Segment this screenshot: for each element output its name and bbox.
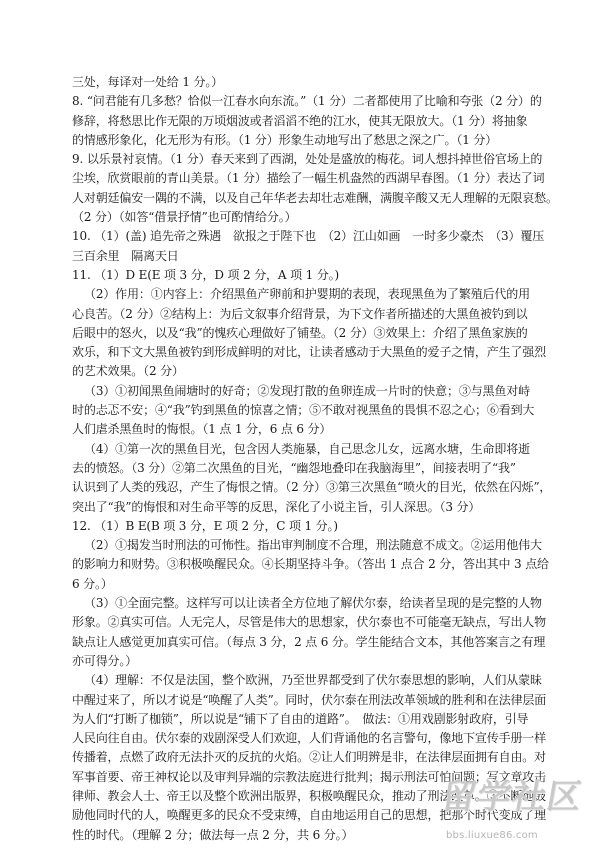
text-line: 尘埃，欣赏眼前的青山美景。（1 分）描绘了一幅生机盎然的西湖早春图。（1 分）表达了词 bbox=[72, 171, 545, 186]
text-line: 为人们“打断了枷锁”，所以说是“铺下了自由的道路”。 做法：①用戏剧影射政府，引导 bbox=[72, 711, 529, 726]
text-line: 心良苦。（2 分）②结构上：为后文叙事介绍背景，为下文作者所描述的大黑鱼被钓到以 bbox=[72, 306, 528, 321]
text-line: 的影响力和财势。③积极唤醒民众。④长期坚持斗争。（答出 1 点合 2 分，答出其中 3 点给 bbox=[72, 557, 549, 572]
text-line: 10. （1）(盖) 追先帝之殊遇 欲报之于陛下也 （2）江山如画 一时多少豪杰 （3）覆压 bbox=[72, 229, 545, 244]
text-line: 形象。②真实可信。人无完人，尽管是伟大的思想家，伏尔泰也不可能毫无缺点，写出人物 bbox=[72, 615, 547, 630]
text-line: 认识到了人类的残忍，产生了悔恨之情。（2 分）③第三次黑鱼“喷火的目光，依然在闪烁”， bbox=[72, 480, 552, 495]
text-line: 励他同时代的人，唤醒更多的民众不受束缚，自由地运用自己的思想，把那个时代变成了理 bbox=[72, 808, 547, 823]
text-line: （4）①第一次的黑鱼目光，包含因人类施暴，自己思念儿女，远离水塘，生命即将逝 bbox=[84, 441, 530, 456]
text-line: 三百余里 隔离天日 bbox=[72, 248, 179, 263]
text-line: 去的愤怒。（3 分）②第二次黑鱼的目光，“幽怨地叠印在我脑海里”，间接表明了“我” bbox=[72, 460, 516, 475]
text-line: 6 分。） bbox=[72, 576, 113, 591]
text-line: 的情感形象化，化无形为有形。（1 分）形象生动地写出了愁思之深之广。（1 分） bbox=[72, 132, 498, 147]
text-line: 人们虐杀黑鱼时的悔恨。（1 点 1 分，6 点 6 分） bbox=[72, 422, 332, 437]
watermark-logo: 留学社区 bbox=[438, 777, 586, 817]
text-line: （2）①揭发当时刑法的可怖性。指出审判制度不合理，刑法随意不成文。②运用他伟大 bbox=[84, 538, 542, 553]
text-line: 缺点让人感觉更加真实可信。（每点 3 分，2 点 6 分。学生能结合文本，其他答案言之有理 bbox=[72, 634, 546, 649]
text-line: 传播着，点燃了政府无法扑灭的反抗的火焰。②让人们明辨是非，在法律层面拥有自由。对 bbox=[72, 750, 547, 765]
text-line: 的艺术效果。（2 分） bbox=[72, 364, 184, 379]
text-line: 时的忐忑不安；④“我”钓到黑鱼的惊喜之情；⑤不敢对视黑鱼的畏惧不忍之心；⑥看到大 bbox=[72, 403, 535, 418]
text-line: （4）理解：不仅是法国，整个欧洲，乃至世界都受到了伏尔泰思想的影响，人们从蒙昧 bbox=[84, 673, 542, 688]
watermark-url: bbs.liuxue86.com bbox=[446, 830, 538, 841]
text-line: 中醒过来了，所以才说是“唤醒了人类”。同时，伏尔泰在刑法改革领域的胜利和在法律层面 bbox=[72, 692, 547, 707]
text-line: 人对朝廷偏安一隅的不满，以及自己年华老去却壮志难酬，满腹辛酸又无人理解的无限哀愁。 bbox=[72, 190, 558, 205]
answer-text-body bbox=[72, 73, 558, 845]
text-line: 军事首要、帝王神权论以及审判异端的宗教法庭进行批判；揭示刑法可怕问题；写文章攻击 bbox=[72, 769, 547, 784]
text-line: 突出了“我”的悔恨和对生命平等的反思，深化了小说主旨，引人深思。（3 分） bbox=[72, 499, 481, 514]
text-line: 9. 以乐景衬哀情。（1 分）春天来到了西湖，处处是盛放的梅花。词人想抖掉世俗官场上的 bbox=[72, 152, 543, 167]
text-line: （2 分）（如答“借景抒情”也可酌情给分。） bbox=[72, 210, 297, 225]
text-line: （2）作用：①内容上：介绍黑鱼产卵前和护婴期的表现，表现黑鱼为了繁殖后代的用 bbox=[84, 287, 530, 302]
text-line: 修辞，将愁思比作无限的万顷烟波或者滔滔不绝的江水，使其无限放大。（1 分）将抽象 bbox=[72, 113, 528, 128]
text-line: 三处，每译对一处给 1 分。） bbox=[72, 75, 224, 89]
text-line: 11. （1）D E(E 项 3 分，D 项 2 分，A 项 1 分。) bbox=[72, 267, 339, 282]
text-line: 律师、教会人士、帝王以及整个欧洲出版界，积极唤醒民众，推动了刑法改革。③不断地鼓 bbox=[72, 788, 547, 803]
text-line: 欢乐，和下文大黑鱼被钓到形成鲜明的对比，让读者感动于大黑鱼的爱子之情，产生了强烈 bbox=[72, 345, 547, 360]
text-line: 12. （1）B E(B 项 3 分，E 项 2 分，C 项 1 分。) bbox=[72, 518, 338, 533]
text-line: （3）①全面完整。这样写可以让读者全方位地了解伏尔泰，给读者呈现的是完整的人物 bbox=[84, 596, 542, 611]
text-line: 人民向往自由。伏尔泰的戏剧深受人们欢迎，人们背诵他的名言警句，像地下宣传手册一样 bbox=[72, 731, 547, 746]
site-watermark bbox=[438, 777, 598, 846]
text-line: 8. “问君能有几多愁？恰似一江春水向东流。”（1 分）二者都使用了比喻和夸张（2 分）的 bbox=[72, 94, 542, 109]
text-line: 亦可得分。） bbox=[72, 653, 138, 668]
text-line: 性的时代。（理解 2 分；做法每一点 2 分，共 6 分。） bbox=[72, 827, 354, 842]
text-line: （3）①初闻黑鱼闹塘时的好奇；②发现打散的鱼卵连成一片时的快意；③与黑鱼对峙 bbox=[84, 383, 530, 398]
text-line: 后眼中的怒火，以及“我”的愧疚心理做好了铺垫。（2 分）③效果上：介绍了黑鱼家族的 bbox=[72, 325, 528, 340]
